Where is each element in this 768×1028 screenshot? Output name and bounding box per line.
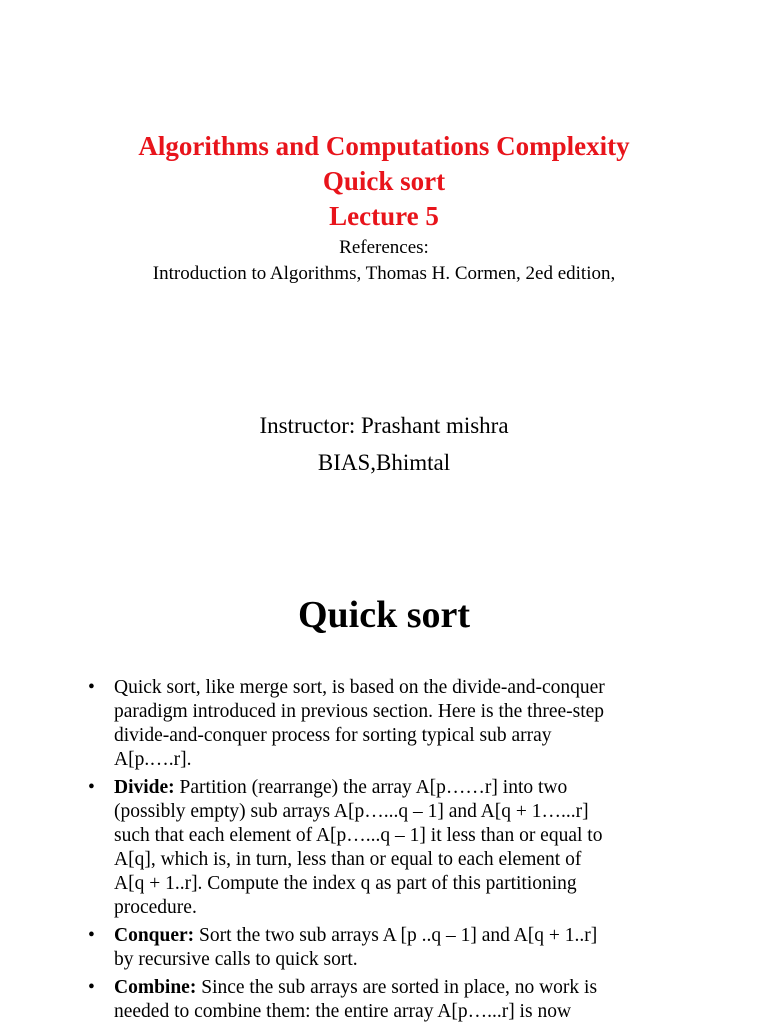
bullet-conquer — [84, 924, 684, 972]
bullet-text: Sort the two sub arrays A [p ..q – 1] and A[q + 1..r] — [194, 925, 598, 946]
bullet-text-line: A[q + 1..r]. Compute the index q as part of this partitioning — [114, 873, 577, 894]
bullet-list — [84, 676, 684, 1028]
bullet-text-line: by recursive calls to quick sort. — [114, 949, 358, 970]
bullet-text-line: A[q], which is, in turn, less than or equal to each element of — [114, 849, 582, 870]
bullet-text: Partition (rearrange) the array A[p……r] into two — [174, 777, 568, 798]
bullet-combine — [84, 976, 684, 1024]
lecture-title: Lecture 5 — [329, 201, 439, 231]
bullet-text-line — [114, 924, 684, 948]
topic-title: Quick sort — [322, 166, 446, 196]
bullet-text-line: A[p.….r]. — [114, 749, 192, 770]
bullet-text-line — [114, 776, 684, 800]
bullet-text-line: needed to combine them: the entire array A[p…...r] is now — [114, 1001, 572, 1022]
bullet-text-line: such that each element of A[p…...q – 1] it less than or equal to — [114, 825, 603, 846]
bullet-mark: • — [88, 925, 95, 946]
bullet-text-line: paradigm introduced in previous section. Here is the three-step — [114, 701, 605, 722]
bullet-text-line: procedure. — [114, 897, 197, 918]
bullet-mark: • — [88, 677, 95, 698]
bullet-text-line: Quick sort, like merge sort, is based on the divide-and-conquer — [114, 677, 605, 698]
institute-name: BIAS,Bhimtal — [317, 450, 451, 475]
instructor-name: Instructor: Prashant mishra — [259, 413, 509, 438]
bullet-intro — [84, 676, 684, 772]
reference-entry: Introduction to Algorithms, Thomas H. Cormen, 2ed edition, — [152, 263, 616, 284]
course-title: Algorithms and Computations Complexity — [138, 131, 630, 161]
bullet-term: Divide: — [114, 777, 175, 798]
bullet-text-line — [114, 976, 684, 1000]
references-heading: References: — [339, 237, 429, 258]
bullet-text-line: (possibly empty) sub arrays A[p…...q – 1] and A[q + 1…...r] — [114, 801, 589, 822]
bullet-term: Combine: — [114, 977, 197, 998]
bullet-mark: • — [88, 777, 95, 798]
bullet-text-line: divide-and-conquer process for sorting typical sub array — [114, 725, 552, 746]
bullet-term: Conquer: — [114, 925, 195, 946]
bullet-mark: • — [88, 977, 95, 998]
slide-heading: Quick sort — [297, 594, 471, 636]
bullet-divide — [84, 776, 684, 920]
bullet-text: Since the sub arrays are sorted in place, no work is — [196, 977, 598, 998]
